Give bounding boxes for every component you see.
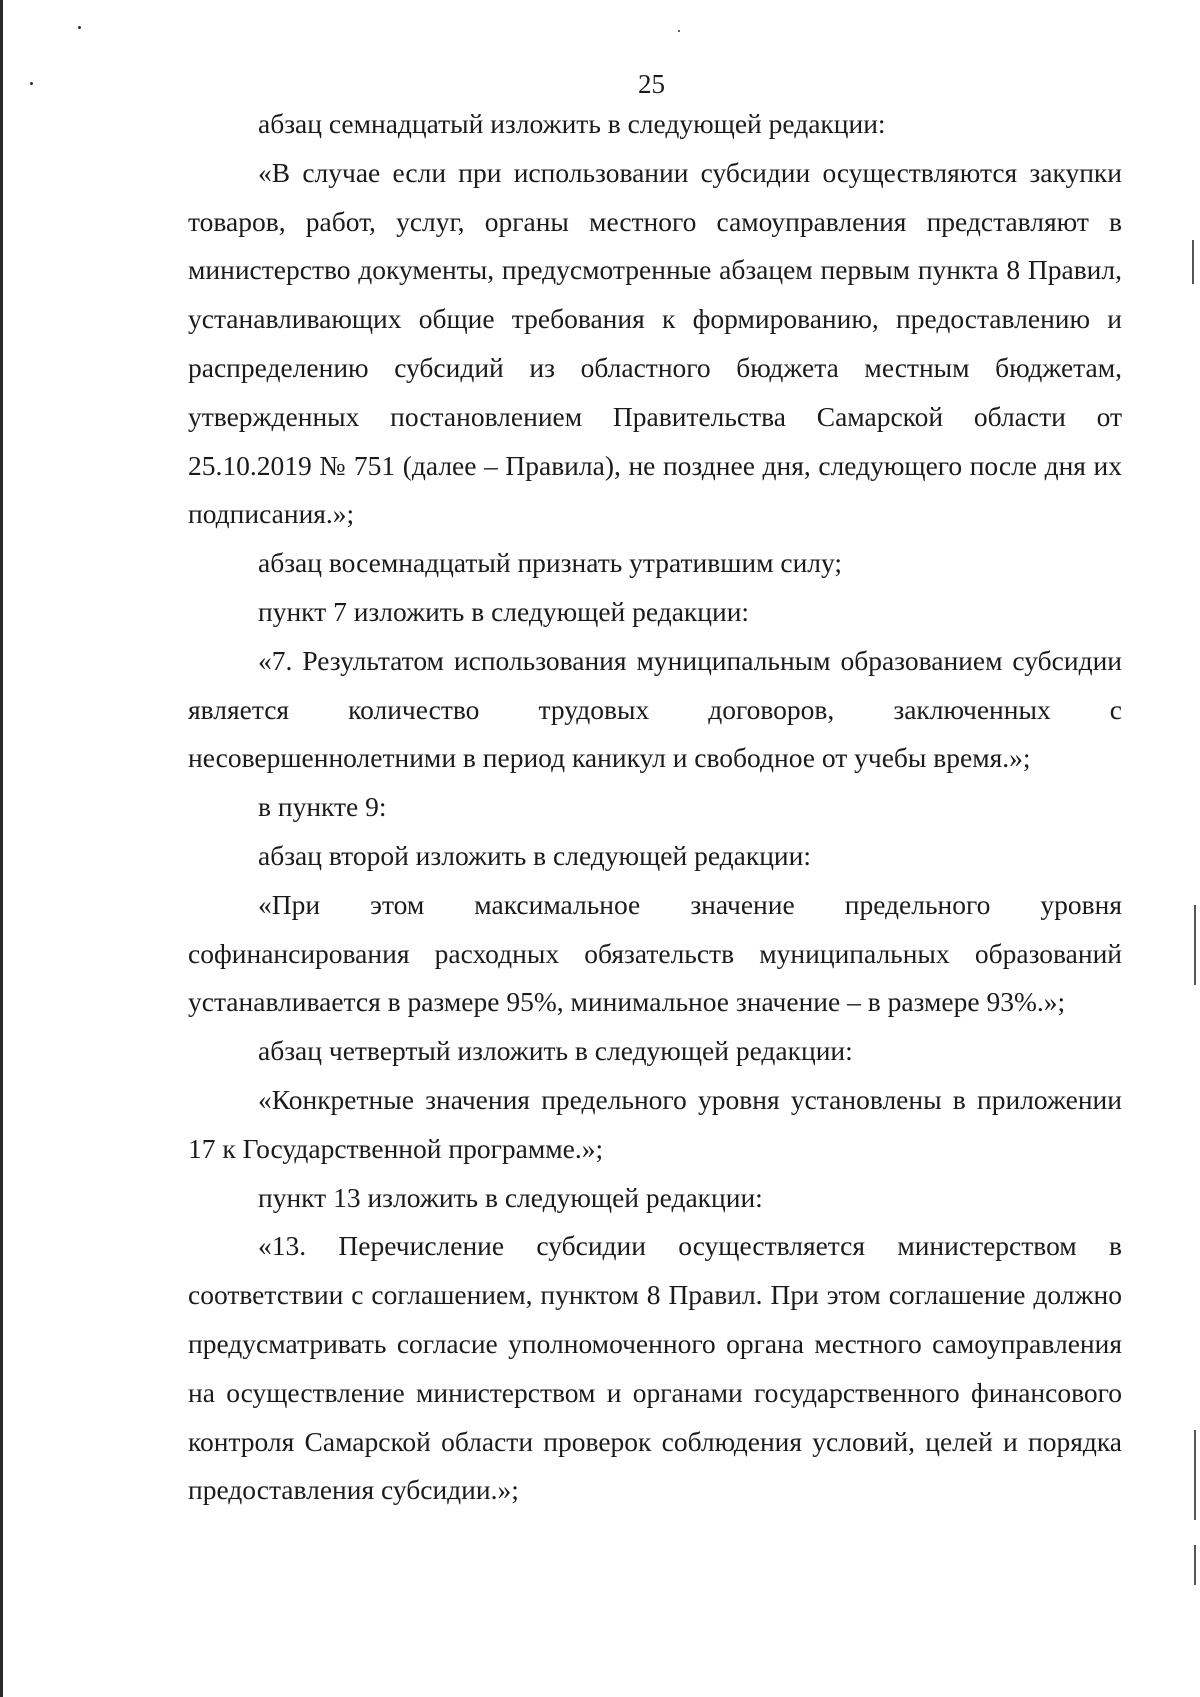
- document-body: [188, 100, 1122, 1515]
- paragraph: в пункте 9:: [258, 791, 387, 823]
- scan-mark: [1194, 1430, 1196, 1520]
- scan-mark: [1192, 240, 1194, 284]
- paragraph: абзац четвертый изложить в следующей редакции:: [258, 1035, 853, 1067]
- paragraph: пункт 13 изложить в следующей редакции:: [258, 1181, 763, 1213]
- paragraph: «В случае если при использовании субсидии осуществляются закупки товаров, работ, услуг, органы местного самоуправления представляют в министерство документы, предусмотренные абзацем первым пункта 8 Правил, устанавливающих общие требования к формированию, предоставлению и распределению субсидий из областного бюджета местным бюджетам, утвержденных постановлением Правительства Самарской области от 25.10.2019 № 751 (далее – Правила), не позднее дня, следующего после дня их подписания.»;: [188, 156, 1122, 530]
- paragraph: абзац восемнадцатый признать утратившим силу;: [258, 547, 843, 579]
- scan-mark: [1194, 1545, 1196, 1585]
- paragraph: «Конкретные значения предельного уровня установлены в приложении 17 к Государственной программе.»;: [188, 1083, 1122, 1164]
- scan-edge: [0, 0, 3, 1697]
- paragraph: «13. Перечисление субсидии осуществляется министерством в соответствии с соглашением, пунктом 8 Правил. При этом соглашение должно предусматривать согласие уполномоченного органа местного самоуправления на осуществление министерством и органами государственного финансового контроля Самарской области проверок соблюдения условий, целей и порядка предоставления субсидии.»;: [188, 1230, 1122, 1506]
- paragraph: «7. Результатом использования муниципальным образованием субсидии является количество трудовых договоров, заключенных с несовершеннолетними в период каникул и свободное от учебы время.»;: [188, 644, 1122, 774]
- paragraph: абзац семнадцатый изложить в следующей редакции:: [258, 108, 886, 139]
- scan-mark: [1194, 905, 1196, 985]
- page-number: 25: [638, 69, 665, 99]
- paragraph: абзац второй изложить в следующей редакции:: [258, 839, 812, 871]
- scan-speck: [678, 30, 680, 32]
- paragraph: пункт 7 изложить в следующей редакции:: [258, 595, 750, 627]
- paragraph: «При этом максимальное значение предельного уровня софинансирования расходных обязательств муниципальных образований устанавливается в размере 95%, минимальное значение – в размере 93%.»;: [188, 888, 1122, 1018]
- scan-speck: [78, 26, 81, 29]
